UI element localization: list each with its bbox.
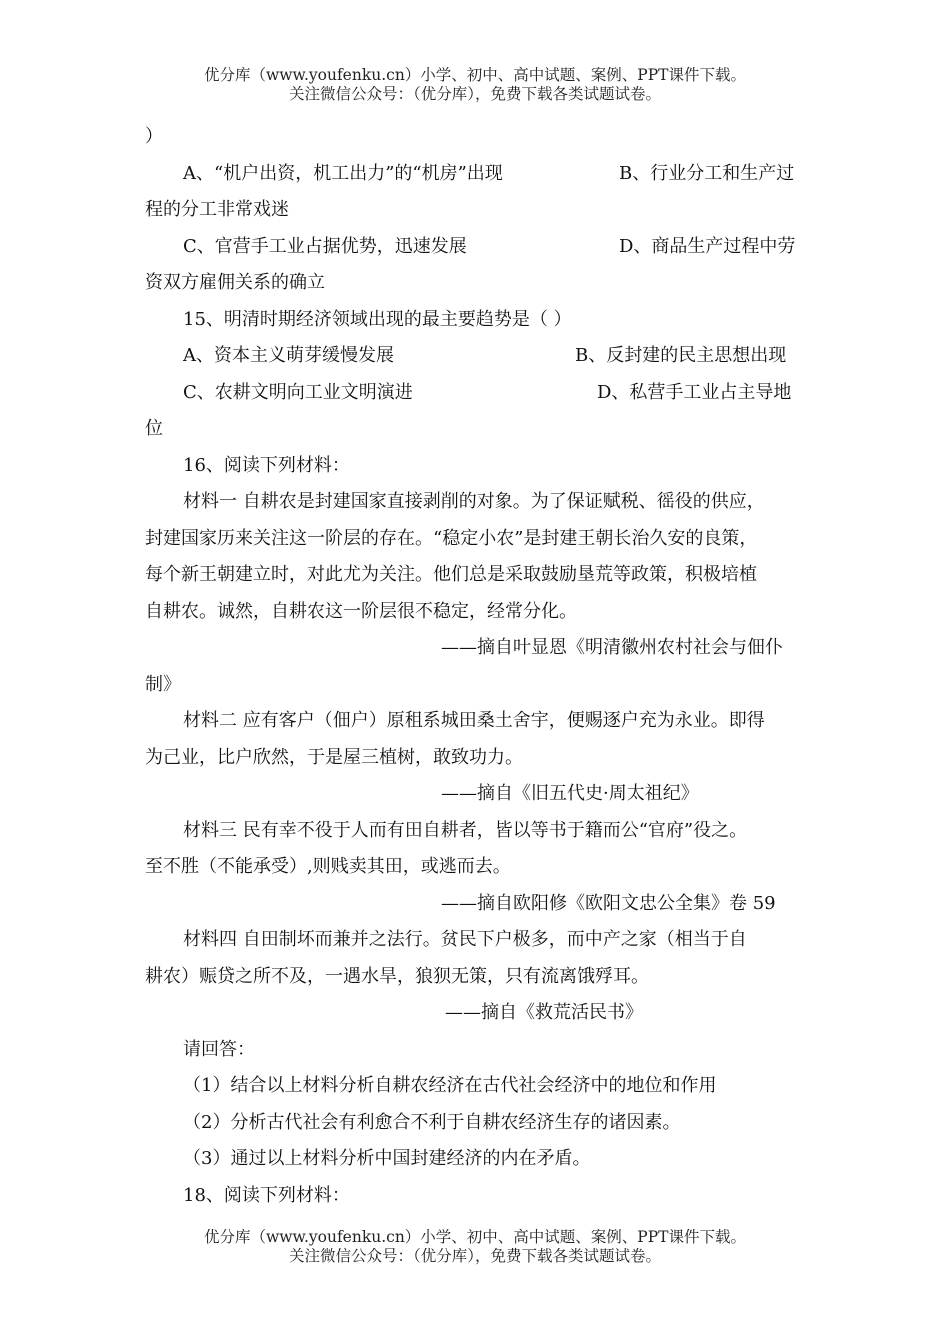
option-c: C、官营手工业占据优势，迅速发展 — [183, 235, 467, 257]
material-3-source: ——摘自欧阳修《欧阳文忠公全集》卷 59 — [441, 892, 776, 914]
material-2-line: 为己业，比户欣然，于是屋三植树，敢致功力。 — [145, 746, 523, 768]
prompt: 请回答： — [183, 1038, 255, 1060]
text-line: 程的分工非常戏迷 — [145, 199, 289, 220]
option-row — [145, 156, 810, 193]
header-line-2: 关注微信公众号：（优分库），免费下载各类试题试卷。 — [288, 85, 661, 103]
material-1-source-cont: 制》 — [145, 673, 181, 695]
sub-question-2: （2）分析古代社会有利愈合不利于自耕农经济生存的诸因素。 — [183, 1111, 681, 1133]
material-1-line: 材料一 自耕农是封建国家直接剥削的对象。为了保证赋税、徭役的供应， — [183, 491, 765, 512]
option-row — [145, 375, 810, 412]
sub-question-3: （3）通过以上材料分析中国封建经济的内在矛盾。 — [183, 1148, 591, 1169]
page-footer — [0, 1228, 950, 1266]
question-15: 15、明清时期经济领域出现的最主要趋势是（ ） — [183, 308, 572, 330]
question-18: 18、阅读下列材料： — [183, 1184, 350, 1206]
option-d: D、私营手工业占主导地 — [597, 381, 792, 403]
material-1-line: 自耕农。诚然，自耕农这一阶层很不稳定，经常分化。 — [145, 600, 577, 622]
material-1-line: 每个新王朝建立时，对此尤为关注。他们总是采取鼓励垦荒等政策，积极培植 — [145, 564, 757, 585]
question-16: 16、阅读下列材料： — [183, 454, 350, 476]
footer-line-2: 关注微信公众号：（优分库），免费下载各类试题试卷。 — [288, 1247, 661, 1265]
text-line: ） — [145, 126, 163, 147]
option-a: A、资本主义萌芽缓慢发展 — [183, 345, 394, 366]
material-3-line: 材料三 民有幸不役于人而有田自耕者，皆以等书于籍而公“官府”役之。 — [183, 819, 748, 841]
material-1-line: 封建国家历来关注这一阶层的存在。“稳定小农”是封建王朝长治久安的良策， — [145, 527, 758, 549]
material-2-line: 材料二 应有客户（佃户）原租系城田桑土舍宇，便赐逐户充为永业。即得 — [183, 710, 765, 731]
text-line: 资双方雇佣关系的确立 — [145, 272, 325, 293]
material-3-line: 至不胜（不能承受）,则贱卖其田，或逃而去。 — [145, 856, 511, 877]
material-2-source: ——摘自《旧五代史·周太祖纪》 — [441, 783, 699, 804]
material-1-source: ——摘自叶显恩《明清徽州农村社会与佃仆 — [441, 637, 783, 658]
option-c: C、农耕文明向工业文明演进 — [183, 381, 413, 403]
page-header — [0, 66, 950, 104]
material-4-line: 材料四 自田制坏而兼并之法行。贫民下户极多，而中产之家（相当于自 — [183, 929, 747, 950]
material-4-source: ——摘自《救荒活民书》 — [445, 1002, 643, 1023]
option-d: D、商品生产过程中劳 — [619, 235, 796, 257]
material-4-line: 耕农）赈贷之所不及，一遇水旱，狼狈无策，只有流离饿殍耳。 — [145, 965, 649, 987]
option-row — [145, 338, 810, 375]
option-b: B、行业分工和生产过 — [619, 162, 795, 184]
option-row — [145, 229, 810, 266]
document-body — [145, 119, 810, 1214]
header-line-1: 优分库（www.youfenku.cn）小学、初中、高中试题、案例、PPT课件下载。 — [203, 66, 747, 84]
text-line: 位 — [145, 418, 163, 439]
option-a: A、“机户出资，机工出力”的“机房”出现 — [183, 162, 503, 184]
footer-line-1: 优分库（www.youfenku.cn）小学、初中、高中试题、案例、PPT课件下载。 — [203, 1228, 747, 1246]
option-b: B、反封建的民主思想出现 — [575, 345, 787, 366]
sub-question-1: （1）结合以上材料分析自耕农经济在古代社会经济中的地位和作用 — [183, 1075, 717, 1096]
